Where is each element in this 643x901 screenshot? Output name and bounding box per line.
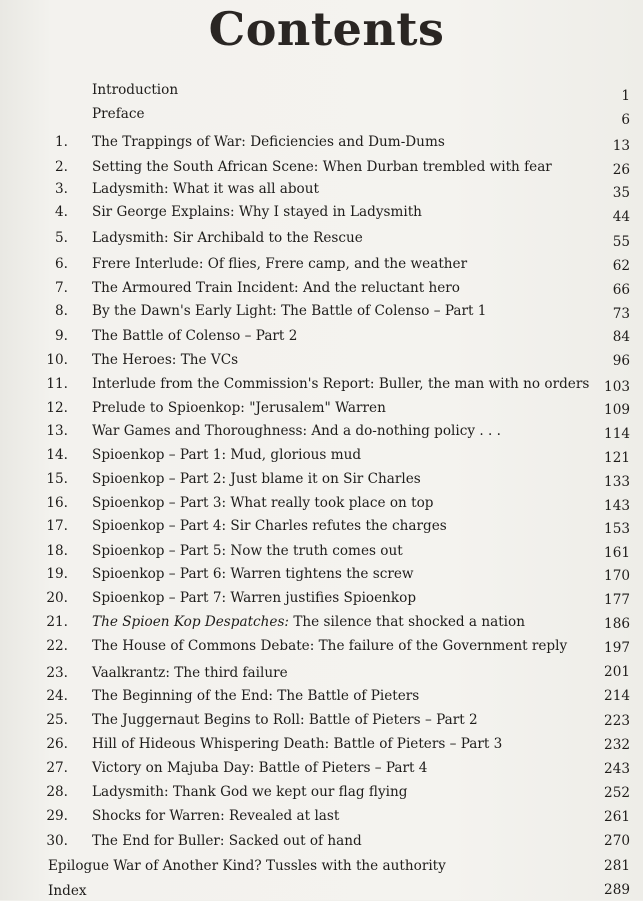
toc-entry-title: The House of Commons Debate: The failure of the Government reply — [92, 638, 568, 654]
toc-entry — [0, 278, 643, 298]
toc-entry-number: 22. — [46, 638, 68, 654]
toc-entry-page: 143 — [604, 498, 630, 514]
toc-entry-page: 201 — [604, 664, 630, 680]
toc-entry — [0, 421, 643, 441]
toc-entry-title: Sir George Explains: Why I stayed in Ladysmith — [92, 204, 422, 220]
toc-entry-page: 170 — [604, 568, 630, 584]
toc-entry — [0, 758, 643, 778]
toc-entry-page: 6 — [621, 112, 630, 128]
toc-entry-title: Spioenkop – Part 7: Warren justifies Spioenkop — [92, 590, 417, 606]
toc-entry-page: 35 — [612, 185, 630, 201]
toc-entry — [0, 254, 643, 274]
toc-entry-title: Prelude to Spioenkop: "Jerusalem" Warren — [92, 400, 386, 416]
toc-entry-page: 281 — [604, 858, 630, 874]
toc-entry — [0, 157, 643, 177]
toc-entry-page: 73 — [612, 306, 630, 322]
toc-entry-number: 14. — [46, 447, 68, 463]
toc-entry-page: 109 — [604, 402, 630, 418]
toc-entry-title-italic: The Spioen Kop Despatches: — [92, 614, 290, 630]
toc-entry-number: 18. — [46, 543, 68, 559]
toc-entry-title: Setting the South African Scene: When Durban trembled with fear — [92, 159, 552, 175]
toc-entry-page: 66 — [612, 282, 630, 298]
toc-entry-number: 27. — [46, 760, 68, 776]
toc-entry — [0, 734, 643, 754]
toc-entry-page: 261 — [604, 809, 630, 825]
toc-entry — [0, 132, 643, 152]
toc-entry-page: 177 — [604, 592, 630, 608]
toc-entry — [0, 686, 643, 706]
toc-entry-number: 25. — [46, 712, 68, 728]
toc-entry-page: 26 — [612, 162, 630, 178]
toc-entry-title: Spioenkop – Part 3: What really took place on top — [92, 495, 434, 511]
toc-entry-number: 21. — [46, 614, 68, 630]
toc-entry-title: Introduction — [92, 82, 179, 98]
toc-entry-page: 13 — [612, 138, 630, 154]
toc-entry-number: 9. — [55, 328, 68, 344]
toc-entry-page: 44 — [612, 209, 630, 225]
toc-entry — [0, 350, 643, 370]
toc-entry-number: 13. — [46, 423, 68, 439]
toc-entry — [0, 445, 643, 465]
toc-entry-title: Shocks for Warren: Revealed at last — [92, 808, 340, 824]
toc-entry — [0, 301, 643, 321]
toc-entry — [0, 564, 643, 584]
toc-entry-page: 232 — [604, 737, 630, 753]
toc-entry-title: Spioenkop – Part 5: Now the truth comes out — [92, 543, 403, 559]
toc-entry-title: Index — [48, 883, 87, 899]
toc-entry-number: 20. — [46, 590, 68, 606]
toc-entry — [0, 856, 643, 876]
toc-entry-title: Vaalkrantz: The third failure — [92, 665, 288, 681]
toc-entry-number: 5. — [55, 230, 68, 246]
toc-entry-title: Spioenkop – Part 6: Warren tightens the screw — [92, 566, 414, 582]
toc-entry-number: 2. — [55, 159, 68, 175]
toc-entry-title — [92, 612, 525, 632]
toc-entry-title: Spioenkop – Part 4: Sir Charles refutes the charges — [92, 518, 447, 534]
toc-entry-page: 114 — [604, 426, 630, 442]
toc-entry — [0, 612, 643, 632]
toc-entry — [0, 831, 643, 851]
toc-entry — [0, 636, 643, 656]
toc-entry-number: 6. — [55, 256, 68, 272]
toc-entry — [0, 80, 643, 104]
toc-entry-page: 289 — [604, 882, 630, 898]
toc-entry-title: Preface — [92, 106, 145, 122]
toc-entry-page: 55 — [612, 234, 630, 250]
toc-entry-page: 270 — [604, 833, 630, 849]
toc-entry — [0, 881, 643, 901]
toc-entry-title-rest: The silence that shocked a nation — [289, 614, 525, 630]
toc-entry-number: 1. — [55, 134, 68, 150]
toc-entry-number: 28. — [46, 784, 68, 800]
toc-entry-page: 161 — [604, 545, 630, 561]
toc-entry-title: By the Dawn's Early Light: The Battle of Colenso – Part 1 — [92, 303, 487, 319]
toc-entry — [0, 493, 643, 513]
toc-entry-number: 17. — [46, 518, 68, 534]
toc-entry-title: Spioenkop – Part 1: Mud, glorious mud — [92, 447, 362, 463]
toc-entry-number: 10. — [46, 352, 68, 368]
toc-entry-page: 133 — [604, 474, 630, 490]
toc-entry-page: 103 — [604, 379, 630, 395]
toc-entry — [0, 806, 643, 826]
toc-entry-title: The Juggernaut Begins to Roll: Battle of Pieters – Part 2 — [92, 712, 478, 728]
toc-entry-page: 1 — [621, 88, 630, 104]
toc-entry-title: Interlude from the Commission's Report: Buller, the man with no orders — [92, 376, 590, 392]
toc-entry-page: 62 — [612, 258, 630, 274]
toc-entry-title: Ladysmith: What it was all about — [92, 181, 319, 197]
toc-entry-title: Spioenkop – Part 2: Just blame it on Sir Charles — [92, 471, 421, 487]
toc-entry — [0, 228, 643, 248]
toc-entry — [0, 326, 643, 346]
toc-entry-page: 197 — [604, 640, 630, 656]
toc-entry-number: 23. — [46, 665, 68, 681]
toc-entry — [0, 202, 643, 225]
toc-entry-title: The Heroes: The VCs — [92, 352, 239, 368]
toc-entry-number: 19. — [46, 566, 68, 582]
page-title: Contents — [208, 2, 445, 56]
toc-entry-page: 121 — [604, 450, 630, 466]
toc-entry — [0, 516, 643, 536]
toc-entry-number: 3. — [55, 181, 68, 197]
toc-entry-title: Frere Interlude: Of flies, Frere camp, and the weather — [92, 256, 468, 272]
toc-entry — [0, 469, 643, 489]
toc-entry-title: Ladysmith: Sir Archibald to the Rescue — [92, 230, 363, 246]
toc-entry-title: The Beginning of the End: The Battle of Pieters — [92, 688, 420, 704]
toc-entry-number: 24. — [46, 688, 68, 704]
toc-entry-number: 15. — [46, 471, 68, 487]
toc-entry-title: The Armoured Train Incident: And the reluctant hero — [92, 280, 460, 296]
toc-entry-title: Victory on Majuba Day: Battle of Pieters – Part 4 — [92, 760, 428, 776]
toc-entry — [0, 541, 643, 561]
toc-entry-number: 4. — [55, 204, 68, 220]
toc-entry-title: War Games and Thoroughness: And a do-nothing policy . . . — [92, 423, 501, 439]
toc-entry-number: 7. — [55, 280, 68, 296]
toc-entry-number: 30. — [46, 833, 68, 849]
toc-entry-title: The Battle of Colenso – Part 2 — [92, 328, 298, 344]
toc-entry — [0, 104, 643, 128]
toc-entry-number: 12. — [46, 400, 68, 416]
toc-entry-page: 252 — [604, 785, 630, 801]
toc-entry-number: 16. — [46, 495, 68, 511]
toc-entry-number: 26. — [46, 736, 68, 752]
toc-entry-page: 243 — [604, 761, 630, 777]
toc-entry — [0, 179, 643, 199]
toc-entry-title: Epilogue War of Another Kind? Tussles with the authority — [48, 858, 446, 874]
toc-entry-page: 223 — [604, 713, 630, 729]
toc-entry-number: 8. — [55, 303, 68, 319]
toc-entry-page: 153 — [604, 521, 630, 537]
toc-entry — [0, 398, 643, 418]
toc-entry-title: The Trappings of War: Deficiencies and Dum-Dums — [92, 134, 445, 150]
toc-entry-number: 29. — [46, 808, 68, 824]
toc-entry-title: The End for Buller: Sacked out of hand — [92, 833, 362, 849]
toc-entry — [0, 588, 643, 608]
toc-entry — [0, 782, 643, 802]
toc-entry-page: 96 — [612, 353, 630, 369]
toc-entry-page: 214 — [604, 688, 630, 704]
toc-entry — [0, 374, 643, 394]
toc-entry — [0, 663, 643, 683]
toc-entry-page: 186 — [604, 616, 630, 632]
toc-entry-title: Ladysmith: Thank God we kept our flag flying — [92, 784, 408, 800]
toc-entry-number: 11. — [46, 376, 68, 392]
toc-entry-title: Hill of Hideous Whispering Death: Battle of Pieters – Part 3 — [92, 736, 503, 752]
toc-entry — [0, 710, 643, 730]
toc-entry-page: 84 — [612, 329, 630, 345]
